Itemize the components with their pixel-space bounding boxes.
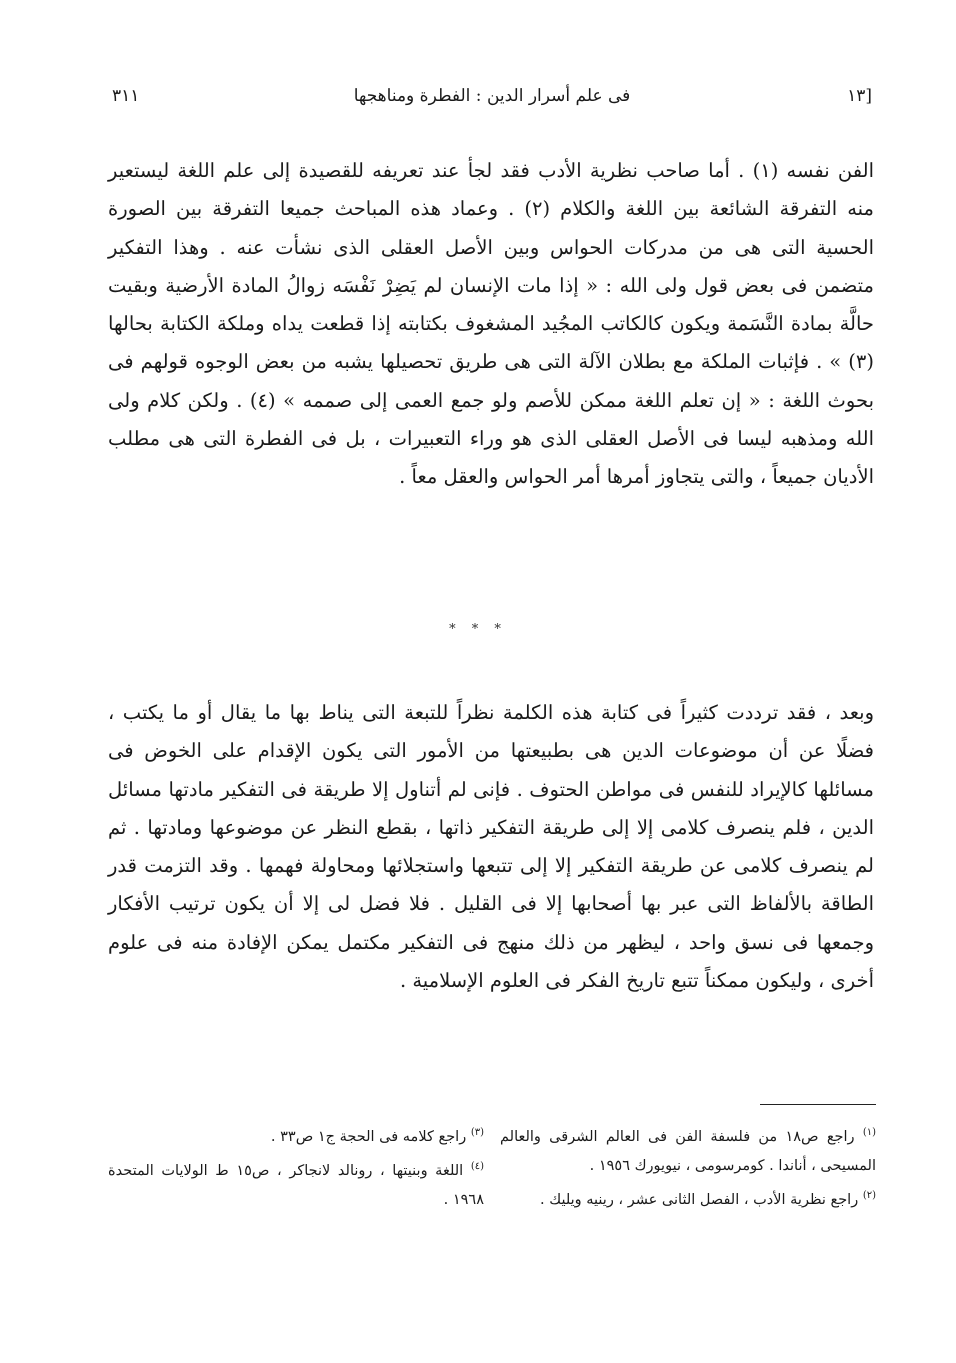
footnote-2 bbox=[500, 1181, 876, 1215]
footnote-3-text: راجع كلامه فى الحجة ج١ ص٣٣ . bbox=[270, 1128, 467, 1145]
footnote-2-number: (٢) bbox=[862, 1189, 876, 1201]
footnotes-column-right bbox=[500, 1118, 876, 1215]
footnote-2-text: راجع نظرية الأدب ، الفصل الثانى عشر ، رينيه ويليك . bbox=[540, 1191, 859, 1208]
footnote-divider bbox=[760, 1104, 876, 1105]
footnote-1 bbox=[500, 1118, 876, 1181]
footnotes-column-left bbox=[108, 1118, 484, 1215]
footnote-4-text: اللغة وبنيتها ، رونالد لانجاكر ، ص١٥ ط الولايات المتحدة ١٩٦٨ . bbox=[108, 1162, 484, 1208]
body-paragraph-1: الفن نفسه (١) . أما صاحب نظرية الأدب فقد لجأ عند تعريفه للقصيدة إلى علم اللغة ليستعير منه التفرقة الشائعة بين اللغة والكلام (٢) . وعماد هذه المباحث جميعا التفرقة بين الصورة الحسية التى هى من مدركات الحواس وبين الأصل العقلى الذى نشأت عنه . وهذا التفكير متضمن فى بعض قول ولى الله : « إذا مات الإنسان لم يَضِرْ نَفْسَه زوالُ المادة الأرضية وبقيت حالَّة بمادة النَّسَمة ويكون كالكاتب المجُيد المشغوف بكتابته إذا قطعت يداه وملكة الكتابة بحالها (٣) » . فإثبات الملكة مع بطلان الآلة التى هى طريق تحصيلها يشبه من بعض الوجوه قولهم فى بحوث اللغة : « إن تعلم اللغة ممكن للأصم ولو جمع العمى إلى صممه » (٤) . ولكن كلام ولى الله ومذهبه ليسا فى الأصل العقلى الذى هو وراء التعبيرات ، بل فى الفطرة التى هى مطلب الأديان جميعاً ، والتى يتجاوز أمرها أمر الحواس والعقل معاً . bbox=[108, 159, 875, 489]
footnote-3 bbox=[108, 1118, 484, 1152]
footnote-1-number: (١) bbox=[862, 1127, 876, 1138]
running-header bbox=[112, 86, 872, 116]
body-paragraph-2: وبعد ، فقد ترددت كثيراً فى كتابة هذه الكلمة نظراً للتبعة التى يناط بها ما يقال أو ما يكتب ، فضلًا عن أن موضوعات الدين هى بطبيعتها من الأمور التى يكون الإقدام على الخوض فى مسائلها كالإيراد للنفس فى مواطن الحتوف . فإنى لم أتناول إلا طريقة فى التفكير مادتها مسائل الدين ، فلم ينصرف كلامى إلا إلى طريقة التفكير ذاتها ، بقطع النظر عن موضوعها ومادتها . ثم لم ينصرف كلامى عن طريقة التفكير إلا إلى تتبعها واستجلائها ومحاولة فهمها . وقد التزمت قدر الطاقة بالألفاظ التى عبر بها أصحابها إلا فى القليل . فلا فضل لى إلا أن يكون ترتيب الأفكار وجمعها فى نسق واحد ، ليظهر من ذلك منهج فى التفكير مكتمل يمكن الإفادة منه فى علوم أخرى ، وليكون ممكناً تتبع تاريخ الفكر فى العلوم الإسلامية . bbox=[108, 701, 874, 993]
running-title: فى علم أسرار الدين : الفطرة ومناهجها bbox=[353, 86, 631, 106]
footnote-4 bbox=[108, 1152, 484, 1215]
section-marker: [١٣ bbox=[847, 86, 872, 106]
section-separator: * * * bbox=[449, 622, 507, 637]
page-number: ٣١١ bbox=[112, 86, 140, 106]
footnote-4-number: (٤) bbox=[470, 1160, 484, 1172]
footnote-3-number: (٣) bbox=[470, 1127, 484, 1138]
footnote-1-text: راجع ص١٨ من فلسفة الفن فى العالم الشرقى والعالم المسيحى ، أناندا . كومرسومى ، نيويورك ١٩٥٦ . bbox=[500, 1128, 876, 1174]
